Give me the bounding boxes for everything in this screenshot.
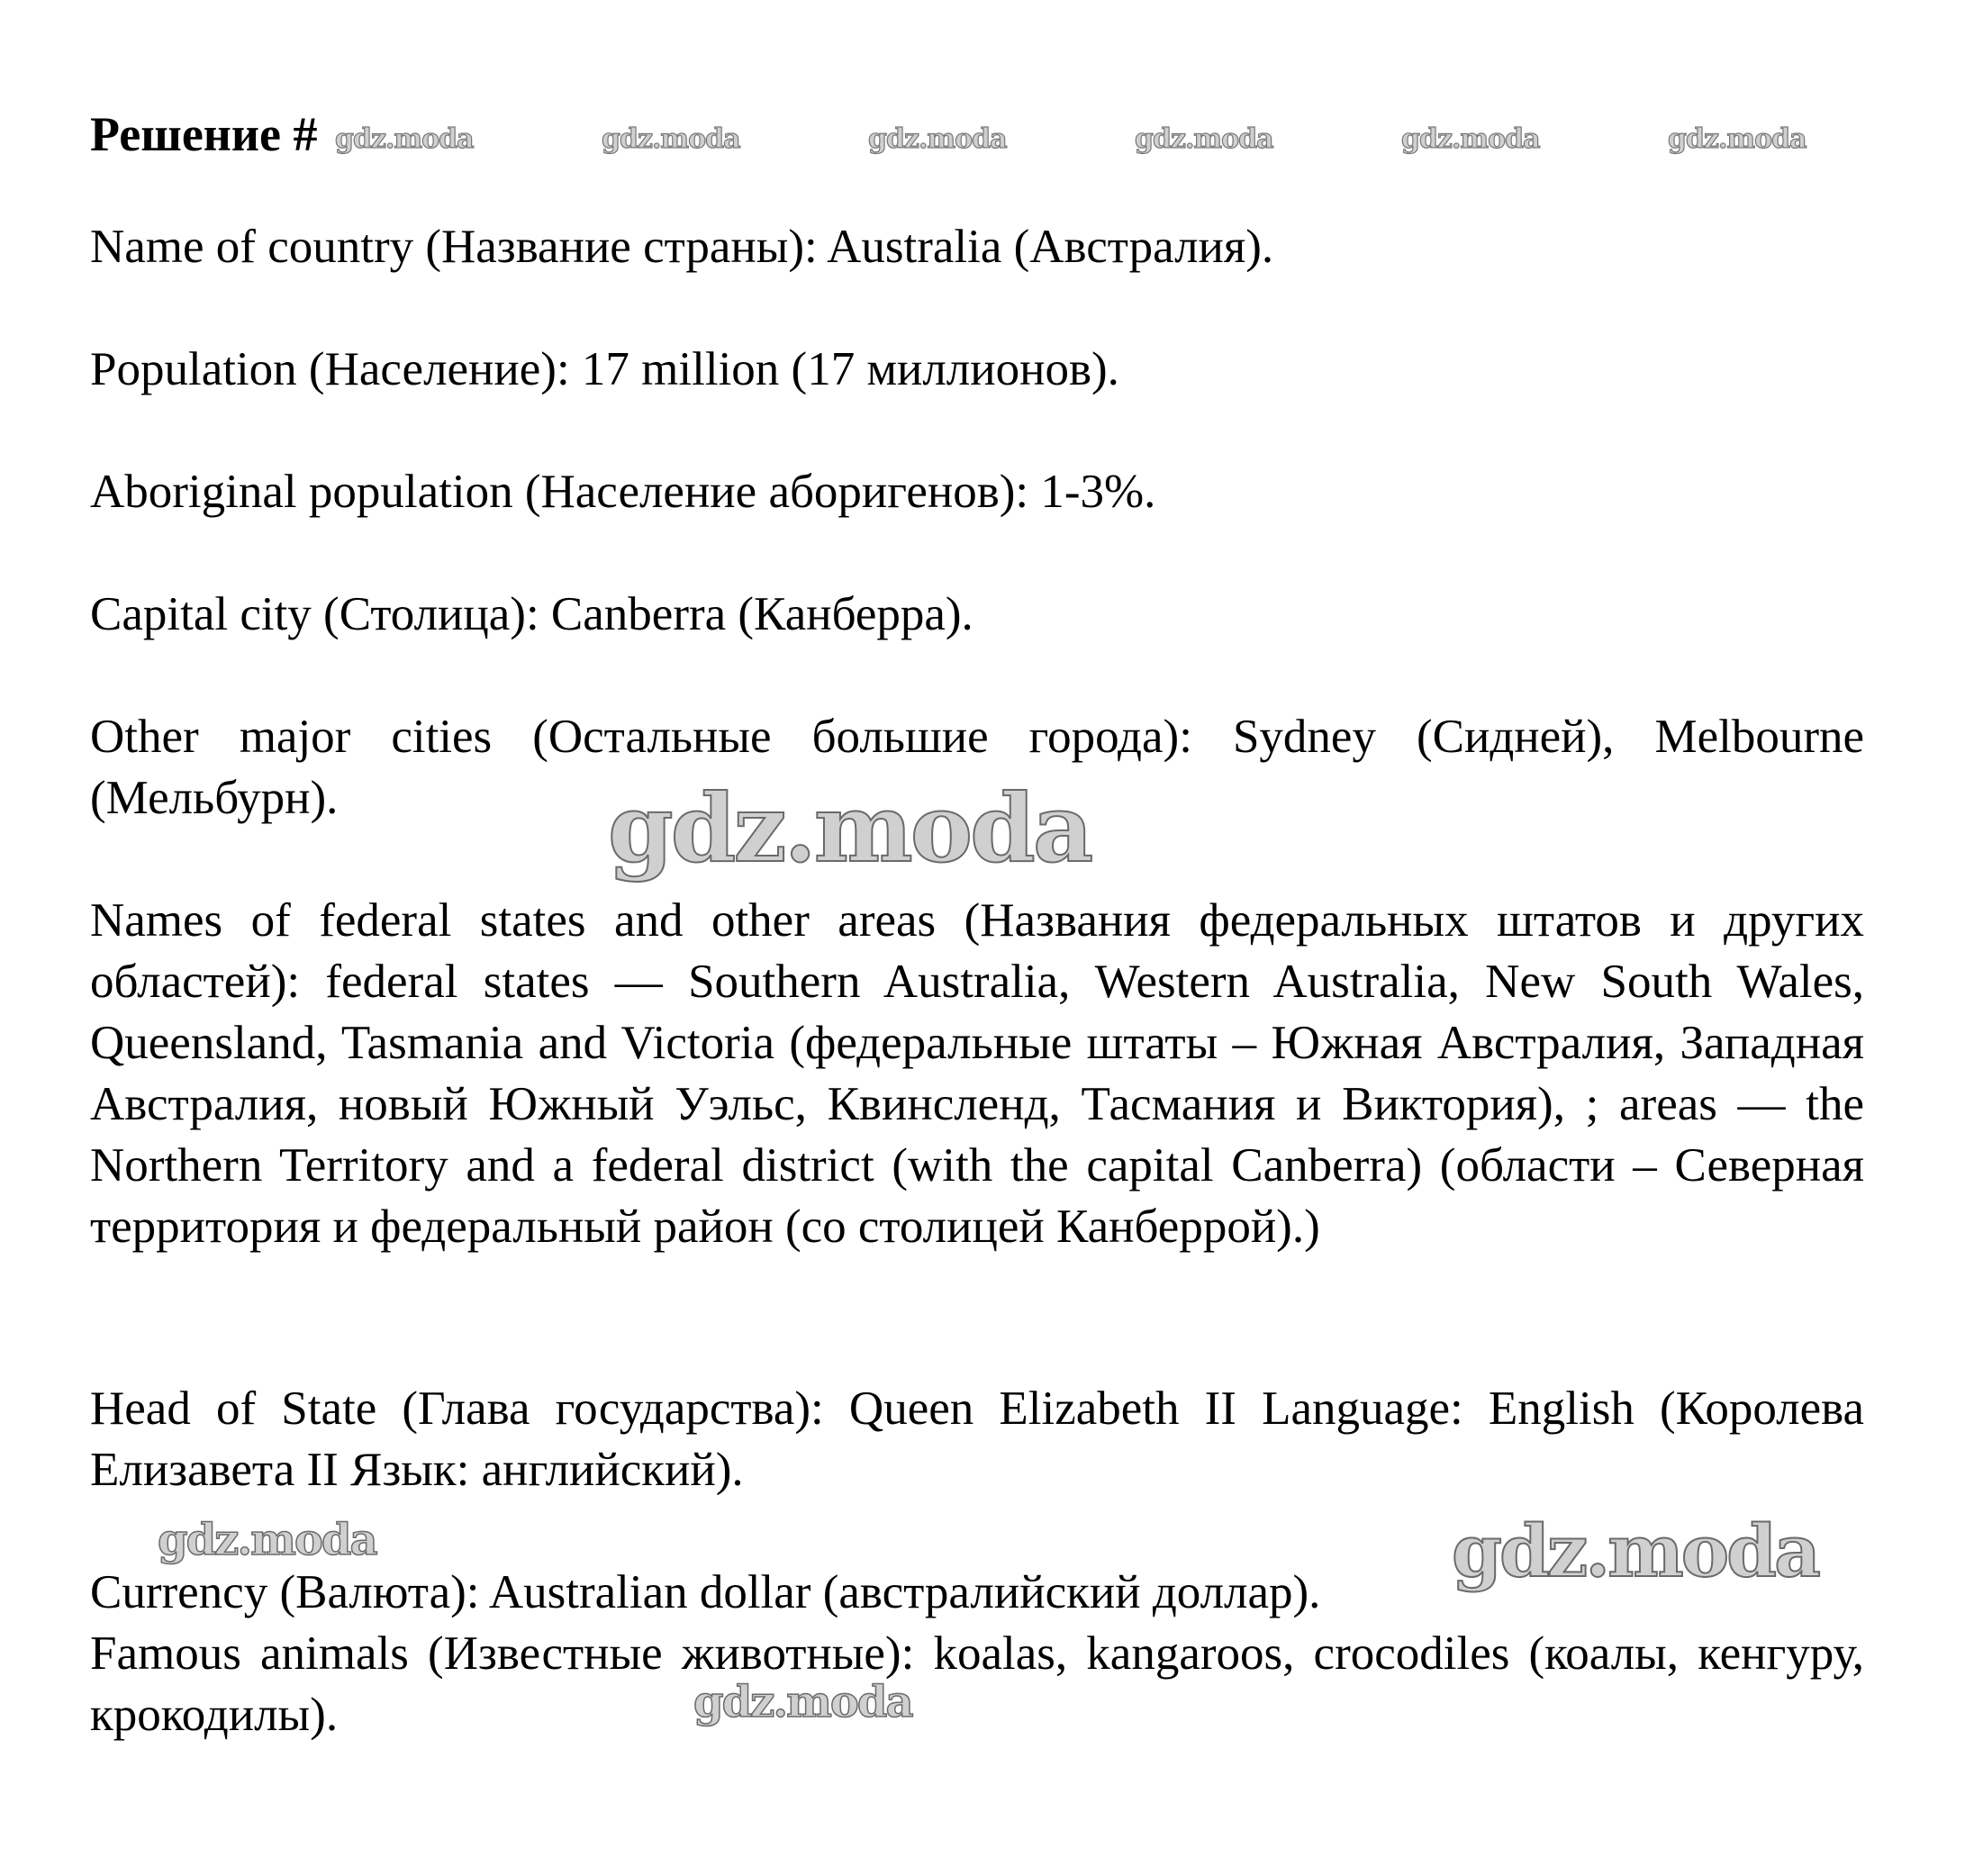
- watermark: gdz.moda: [158, 1515, 376, 1565]
- watermark: gdz.moda: [335, 123, 474, 155]
- watermark: gdz.moda: [868, 123, 1007, 155]
- population-paragraph: Population (Население): 17 million (17 миллионов).: [90, 343, 1119, 395]
- major-cities-paragraph: Other major cities (Остальные большие города): Sydney (Сидней), Melbourne (Мельбурн).: [90, 711, 1864, 824]
- solution-title: Решение #: [90, 107, 318, 161]
- watermark: gdz.moda: [1401, 123, 1540, 155]
- watermark: gdz.moda: [1135, 123, 1273, 155]
- capital-paragraph: Capital city (Столица): Canberra (Канберра).: [90, 588, 973, 640]
- country-paragraph: Name of country (Название страны): Australia (Австралия).: [90, 221, 1274, 273]
- famous-animals-paragraph: Famous animals (Известные животные): koalas, kangaroos, crocodiles (коалы, кенгуру, крокодилы).: [90, 1627, 1864, 1741]
- watermark: gdz.moda: [1668, 123, 1806, 155]
- watermark: gdz.moda: [1452, 1509, 1818, 1593]
- aboriginal-population-paragraph: Aboriginal population (Население аборигенов): 1-3%.: [90, 466, 1156, 518]
- head-of-state-paragraph: Head of State (Глава государства): Queen Elizabeth II Language: English (Королева Елизавета II Язык: английский).: [90, 1382, 1864, 1496]
- watermark: gdz.moda: [608, 773, 1091, 884]
- federal-states-paragraph: Names of federal states and other areas (Названия федеральных штатов и других областей): federal states — Southern Australia, Western Australia, New South Wales, Queensland, Tasmania and Victoria (федеральные штаты – Южная Австралия, Западная Австралия, новый Южный Уэльс, Квинсленд, Тасмания и Виктория), ; areas — the Northern Territory and a federal district (with the capital Canberra) (области – Северная территория и федеральный район (со столицей Канберрой).): [90, 894, 1864, 1253]
- watermark: gdz.moda: [602, 123, 740, 155]
- currency-paragraph: Currency (Валюта): Australian dollar (австралийский доллар).: [90, 1566, 1321, 1618]
- watermark: gdz.moda: [693, 1677, 912, 1727]
